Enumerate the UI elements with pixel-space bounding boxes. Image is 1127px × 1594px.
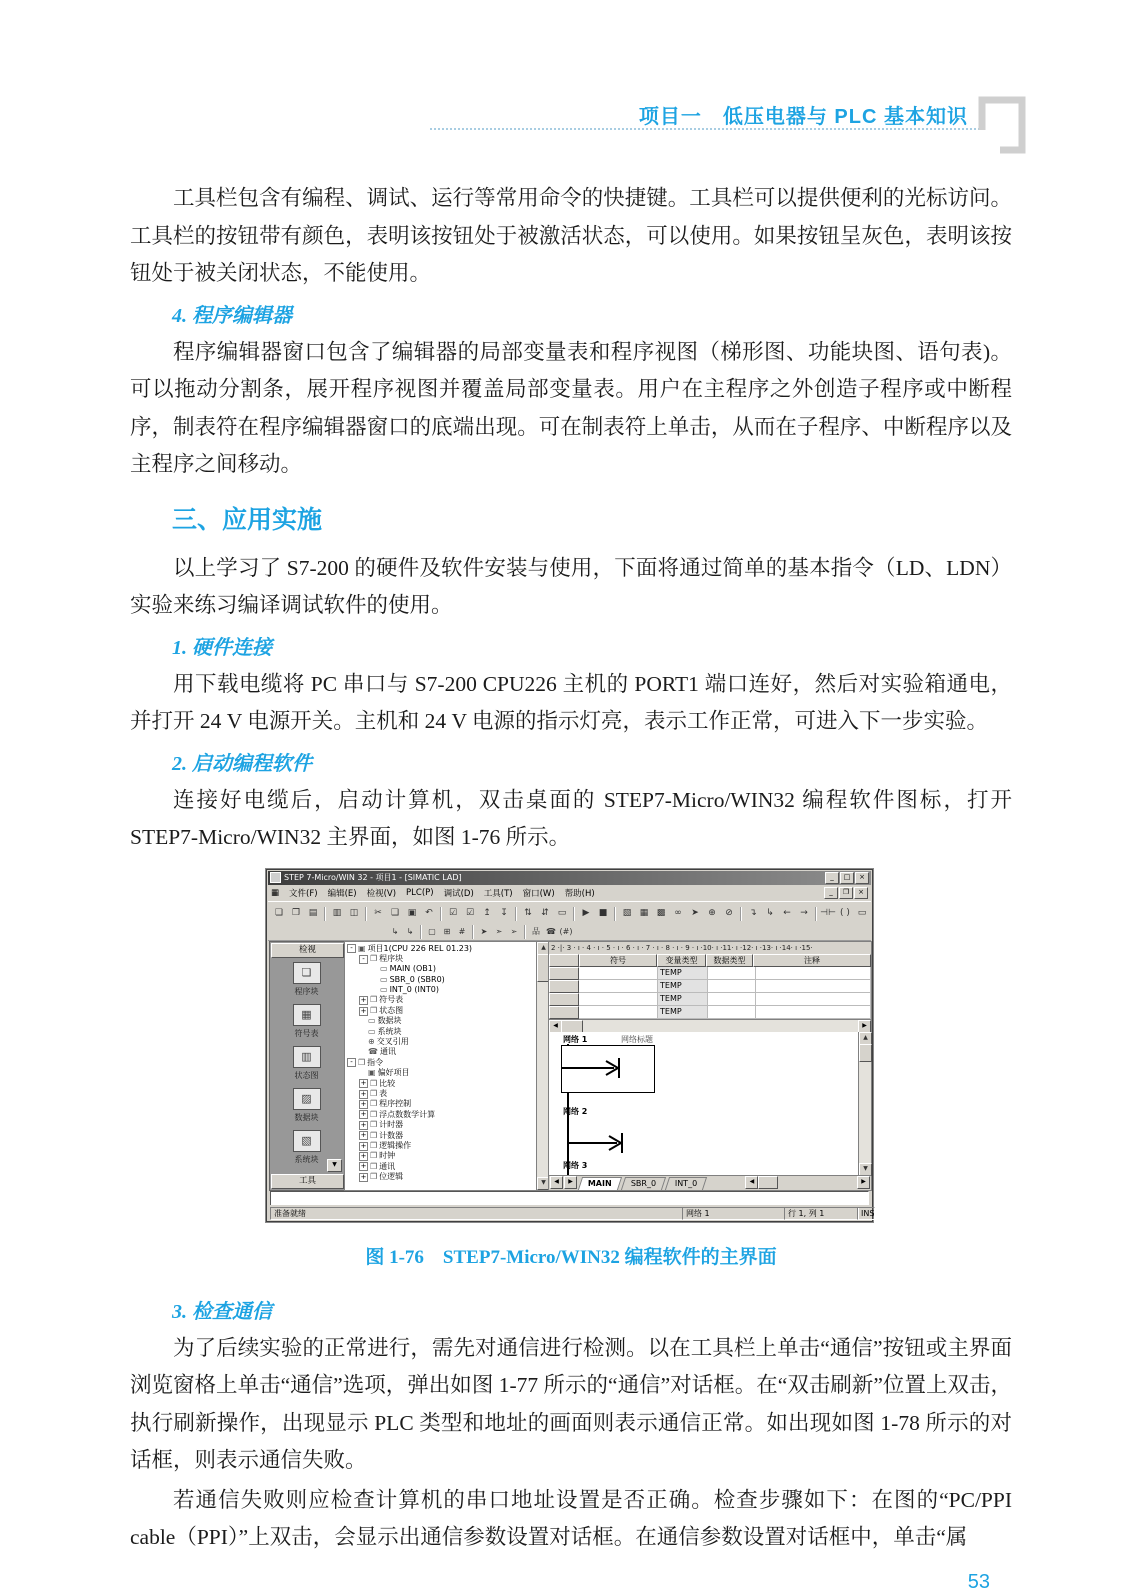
tree-item-program-control[interactable] [347, 1099, 535, 1109]
variable-row[interactable] [549, 1006, 871, 1019]
app-menubar [268, 886, 871, 900]
scroll-right-icon[interactable]: ▶ [858, 1020, 871, 1033]
tree-item-label: 数据块 [377, 1016, 402, 1026]
tab-label: SBR_0 [630, 1178, 656, 1188]
paragraph-hardware: 用下载电缆将 PC 串口与 S7-200 CPU226 主机的 PORT1 端口连好，然后对实验箱通电，并打开 24 V 电源开关。主机和 24 V 电源的指示灯亮，表示工作正常，可进入下一步实验。 [130, 671, 1012, 733]
main-toolbar [268, 901, 871, 927]
tree-item-label: 位逻辑 [379, 1172, 404, 1182]
status-chart-icon: ▥ [293, 1046, 321, 1068]
tree-expander-icon[interactable]: + [360, 1141, 367, 1150]
tree-expander-icon[interactable]: + [360, 1006, 367, 1015]
tree-item-label: 交叉引用 [376, 1037, 409, 1047]
tree-item-label: INT_0 (INT0) [389, 985, 439, 995]
tab-hscroll-left-icon[interactable]: ◀ [745, 1176, 758, 1189]
scroll-down-icon[interactable]: ▼ [859, 1163, 872, 1176]
menu-help[interactable]: 帮助(H) [564, 888, 595, 899]
scroll-down-icon[interactable]: ▼ [537, 1177, 550, 1190]
folder-icon: ❒ [370, 1172, 378, 1182]
run-icon[interactable]: ▶ [578, 906, 594, 921]
ladder-editor[interactable] [549, 1032, 871, 1176]
tree-item-label: 系统块 [377, 1026, 402, 1036]
table-view-icon[interactable]: ⊞ [440, 926, 454, 938]
tree-item-counters[interactable] [347, 1131, 535, 1141]
vartype-cell[interactable]: TEMP [658, 1006, 708, 1019]
close-button[interactable]: × [855, 872, 869, 884]
tools-button[interactable]: 工具 [271, 1174, 344, 1189]
paragraph-check-communication: 为了后续实验的正常进行，需先对通信进行检测。以在工具栏上单击“通信”按钮或主界面浏览窗格上单击“通信”选项，弹出如图 1-77 所示的“通信”对话框。在“双击刷新”位置上双击，执行刷新操作，出现显示 PLC 类型和地址的画面则表示通信正常。如出现如图 1-78 所示的对话框，则表示通信失败。 [130, 1335, 1012, 1472]
folder-icon: ❒ [358, 1057, 366, 1067]
block-icon: ▭ [368, 1016, 376, 1026]
vartype-cell[interactable]: TEMP [658, 980, 708, 993]
tree-expander-icon[interactable]: - [347, 944, 356, 953]
menu-debug[interactable]: 调试(D) [443, 888, 474, 899]
ladder-rung-arrow-icon [562, 1046, 642, 1090]
print-preview-icon[interactable]: ◫ [346, 906, 362, 921]
tree-item-label: 偏好项目 [377, 1068, 410, 1078]
paragraph-intro: 以上学习了 S7-200 的硬件及软件安装与使用，下面将通过简单的基本指令（LD、LDN）实验来练习编译调试软件的使用。 [130, 555, 1012, 617]
sort-ascending-icon[interactable]: ⇅ [520, 906, 536, 921]
folder-icon: ❒ [370, 1005, 378, 1015]
communication-icon: ☎ [368, 1047, 378, 1057]
heading-check-communication: 3. 检查通信 [172, 1300, 272, 1323]
undo-icon[interactable]: ↶ [421, 906, 437, 921]
tree-item-label: 计时器 [379, 1120, 404, 1130]
paragraph-toolbar: 工具栏包含有编程、调试、运行等常用命令的快捷键。工具栏可以提供便利的光标访问。工具栏的按钮带有颜色，表明该按钮处于被激活状态，可以使用。如果按钮呈灰色，表明该按钮处于被关闭状态，不能使用。 [130, 186, 1012, 285]
heading-start-software: 2. 启动编程软件 [172, 752, 312, 775]
program-status-icon[interactable]: ▧ [619, 906, 635, 921]
app-titlebar[interactable] [268, 871, 871, 885]
scroll-up-icon[interactable]: ▲ [537, 942, 550, 955]
mdi-close-button[interactable]: × [854, 887, 868, 899]
status-row-col: 行 1, 列 1 [784, 1207, 859, 1220]
tree-expander-icon[interactable]: + [360, 1162, 367, 1171]
rung-selection-box[interactable] [561, 1045, 655, 1093]
tree-item-label: 状态图 [379, 1005, 404, 1015]
variable-row[interactable] [549, 980, 871, 993]
tree-item-label: 项目1(CPU 226 REL 01.23) [367, 943, 473, 953]
tree-item-logic-ops[interactable] [347, 1141, 535, 1151]
block-icon: ▭ [368, 1026, 376, 1036]
tree-item-label: 符号表 [379, 995, 404, 1005]
mdi-document-icon[interactable]: ▦ [271, 887, 280, 898]
nav-label: 符号表 [294, 1028, 319, 1038]
save-icon[interactable]: ▤ [305, 906, 321, 921]
tree-item-label: 计数器 [379, 1130, 404, 1140]
network2-label: 网络 2 [563, 1106, 588, 1116]
compile-icon[interactable]: ☑ [445, 906, 461, 921]
arrow-left-icon[interactable]: ← [779, 906, 795, 921]
tree-item-label: 表 [379, 1088, 388, 1098]
scroll-up-icon[interactable]: ▲ [859, 1032, 872, 1045]
folder-icon: ❒ [370, 1120, 378, 1130]
nav-label: 数据块 [294, 1112, 319, 1122]
secondary-toolbar [268, 925, 871, 941]
tab-main[interactable] [578, 1177, 622, 1190]
nav-item-status-chart[interactable] [270, 1046, 343, 1081]
tree-item-comm[interactable] [347, 1162, 535, 1172]
tree-expander-icon[interactable]: + [360, 1152, 367, 1160]
block-icon: ▭ [380, 964, 388, 974]
print-icon[interactable]: ▥ [329, 906, 345, 921]
section-heading-application: 三、应用实施 [172, 505, 323, 534]
contact-tool-icon[interactable]: ➣ [492, 926, 506, 938]
column-datatype[interactable]: 数据类型 [706, 954, 753, 967]
tree-item-data-block[interactable] [347, 1016, 535, 1026]
force-icon[interactable]: ⊕ [704, 906, 720, 921]
tree-item-bit-logic[interactable] [347, 1172, 535, 1182]
folder-icon: ❒ [370, 1140, 378, 1150]
program-block-icon: ❏ [293, 962, 321, 984]
tree-item-project[interactable] [347, 944, 535, 954]
paragraph-start-software: 连接好电缆后，启动计算机，双击桌面的 STEP7-Micro/WIN32 编程软件图标，打开 STEP7-Micro/WIN32 主界面，如图 1-76 所示。 [130, 787, 1012, 849]
minimize-button[interactable]: _ [825, 872, 839, 884]
box-tool-icon[interactable]: 品 [529, 926, 543, 938]
browse-pane [269, 941, 346, 1191]
network1-title[interactable]: 网络标题 [621, 1034, 653, 1044]
tree-item-instructions[interactable] [347, 1058, 535, 1068]
editor-scrollbar[interactable] [858, 1032, 871, 1176]
tree-item-clock[interactable] [347, 1151, 535, 1161]
arrow-right-icon[interactable]: → [796, 906, 812, 921]
scroll-left-icon[interactable]: ◀ [549, 1020, 562, 1033]
goto-branch-icon[interactable]: ↳ [762, 906, 778, 921]
variable-row[interactable] [549, 967, 871, 980]
tree-item-table[interactable] [347, 1089, 535, 1099]
block-icon: ▭ [380, 985, 388, 995]
folder-icon: ❒ [370, 1088, 378, 1098]
tab-scroll-left-icon[interactable]: ◀ [550, 1176, 563, 1189]
tree-expander-icon[interactable]: + [360, 996, 367, 1005]
folder-icon: ❒ [370, 1130, 378, 1140]
tree-item-float-math[interactable] [347, 1110, 535, 1120]
vartype-cell[interactable]: TEMP [658, 993, 708, 1006]
heading-hardware-connect: 1. 硬件连接 [172, 636, 272, 659]
column-comment[interactable]: 注释 [753, 954, 871, 967]
menu-tools[interactable]: 工具(T) [483, 888, 513, 899]
tree-item-main[interactable] [347, 964, 535, 974]
tree-item-label: SBR_0 (SBR0) [389, 974, 445, 984]
pointer-icon[interactable]: ➤ [687, 906, 703, 921]
view-toggle-icon[interactable]: ▢ [425, 926, 439, 938]
tree-item-label: 逻辑操作 [379, 1140, 412, 1150]
network1-label: 网络 1 [563, 1034, 588, 1044]
tree-item-int0[interactable] [347, 985, 535, 995]
upload-icon[interactable]: ↥ [479, 906, 495, 921]
tree-item-sbr0[interactable] [347, 975, 535, 985]
mdi-minimize-button[interactable]: _ [824, 887, 838, 899]
tree-expander-icon[interactable]: - [347, 1058, 356, 1067]
system-block-icon: ▧ [293, 1130, 321, 1152]
coil-insert-icon[interactable]: ( ) [837, 906, 853, 921]
tree-item-compare[interactable] [347, 1079, 535, 1089]
mdi-restore-button[interactable]: ❐ [839, 887, 853, 899]
grid-view-icon[interactable]: # [455, 926, 469, 938]
tree-expander-icon[interactable]: + [360, 1131, 367, 1140]
chart-status-icon[interactable]: ▦ [636, 906, 652, 921]
mdi-buttons [824, 887, 868, 899]
menu-edit[interactable]: 编辑(E) [327, 888, 357, 899]
tree-item-status-chart[interactable] [347, 1006, 535, 1016]
stop-icon[interactable]: ■ [595, 906, 611, 921]
paragraph-program-editor: 程序编辑器窗口包含了编辑器的局部变量表和程序视图（梯形图、功能块图、语句表)。可以拖动分割条，展开程序视图并覆盖局部变量表。用户在主程序之外创造子程序或中断程序，制表符在程序编辑器窗口的底端出现。可在制表符上单击，从而在子程序、中断程序以及主程序之间移动。 [130, 339, 1012, 476]
tree-expander-icon[interactable]: + [360, 1172, 367, 1181]
instruction-input-bar[interactable] [270, 1191, 869, 1206]
open-icon[interactable]: ❐ [288, 906, 304, 921]
tree-item-system-block[interactable] [347, 1027, 535, 1037]
page-header [130, 98, 1012, 138]
copy-icon[interactable]: ❑ [387, 906, 403, 921]
ladder-rung-arrow-icon [567, 1128, 647, 1158]
comm-tool-icon[interactable]: ☎ [544, 926, 558, 938]
scrollbar-thumb[interactable] [859, 1044, 872, 1062]
nav-item-symbol-table[interactable] [270, 1004, 343, 1039]
app-title: STEP 7-Micro/WIN 32 - 项目1 - [SIMATIC LAD] [284, 873, 462, 882]
page-number: 53 [967, 1570, 990, 1593]
menu-plc[interactable]: PLC(P) [406, 887, 434, 898]
folder-icon: ❒ [370, 1078, 378, 1088]
table-horizontal-scrollbar[interactable] [549, 1019, 871, 1033]
status-network: 网络 1 [682, 1207, 785, 1220]
tree-item-favorites[interactable] [347, 1068, 535, 1078]
tree-expander-icon[interactable]: - [359, 955, 368, 964]
tree-item-program-block[interactable] [347, 954, 535, 964]
network3-label: 网络 3 [563, 1160, 588, 1170]
tree-item-label: 指令 [367, 1057, 384, 1067]
project-tree-pane [344, 941, 550, 1191]
folder-icon: ❒ [370, 1161, 378, 1171]
variable-table-header [549, 954, 871, 967]
folder-icon: ❒ [370, 1109, 378, 1119]
options-icon[interactable]: ▭ [554, 906, 570, 921]
chapter-title: 项目一 低压电器与 PLC 基本知识 [638, 106, 968, 128]
cross-reference-icon: ⊕ [368, 1037, 375, 1047]
symbol-table-icon: ▦ [293, 1004, 321, 1026]
project-icon: ▣ [358, 943, 366, 953]
tree-item-cross-reference[interactable] [347, 1037, 535, 1047]
cut-icon[interactable]: ✂ [370, 906, 386, 921]
tab-scroll-right-icon[interactable]: ▶ [564, 1176, 577, 1189]
select-tool-icon[interactable]: ➤ [477, 926, 491, 938]
nav-label: 系统块 [294, 1154, 319, 1164]
menu-file[interactable]: 文件(F) [289, 888, 318, 899]
folder-icon: ❒ [370, 1151, 378, 1161]
folder-icon: ❒ [370, 995, 378, 1005]
paste-icon[interactable]: ▣ [404, 906, 420, 921]
tree-item-symbol-table[interactable] [347, 995, 535, 1005]
page-content [130, 98, 1012, 1594]
local-variable-table [549, 954, 871, 1019]
window-buttons [825, 872, 869, 884]
tree-item-label: 通讯 [379, 1047, 396, 1057]
coil-tool-icon[interactable]: ➢ [507, 926, 521, 938]
tree-item-communication[interactable] [347, 1047, 535, 1057]
compile-all-icon[interactable]: ☑ [462, 906, 478, 921]
nav-item-program-block[interactable] [270, 962, 343, 997]
vartype-cell[interactable]: TEMP [658, 967, 708, 980]
box-insert-icon[interactable]: ▭ [854, 906, 870, 921]
program-tabs [549, 1175, 871, 1190]
sort-descending-icon[interactable]: ⇵ [537, 906, 553, 921]
download-icon[interactable]: ↧ [496, 906, 512, 921]
paragraph-communication-fail: 若通信失败则应检查计算机的串口地址设置是否正确。检查步骤如下：在图的“PC/PPI cable（PPI）”上双击，会显示出通信参数设置对话框。在通信参数设置对话框中，单击“属 [130, 1487, 1012, 1549]
column-symbol[interactable]: 符号 [579, 954, 657, 967]
trend-status-icon[interactable]: ▩ [653, 906, 669, 921]
tree-item-label: 程序块 [379, 953, 404, 963]
header-dotted-rule [430, 128, 984, 130]
unforce-icon[interactable]: ⊘ [721, 906, 737, 921]
menu-view[interactable]: 检视(V) [366, 888, 397, 899]
glasses-icon[interactable]: ∞ [670, 906, 686, 921]
folder-icon: ❒ [370, 953, 378, 963]
tab-sbr0[interactable] [621, 1177, 666, 1190]
figure-caption: 图 1-76 STEP7-Micro/WIN32 编程软件的主界面 [365, 1246, 777, 1268]
editor-pane [548, 941, 872, 1191]
tree-item-label: 比较 [379, 1078, 396, 1088]
tab-label: INT_0 [674, 1178, 698, 1188]
variable-row[interactable] [549, 993, 871, 1006]
ruler: 2 ·|· 3 · ı · 4 · ı · 5 · ı · 6 · ı · 7 · ı · 8 · ı · 9 · ı ·10· ı ·11· ı ·12· ı ·13· ı ·14· ı ·15· [549, 942, 871, 955]
tab-int0[interactable] [665, 1177, 708, 1190]
tree-expander-icon[interactable]: + [360, 1079, 367, 1088]
tree-item-label: 程序控制 [379, 1099, 412, 1109]
menu-window[interactable]: 窗口(W) [522, 888, 555, 899]
tree-expander-icon[interactable]: + [360, 1100, 367, 1109]
status-ins-mode: INS [857, 1207, 875, 1220]
step7-app-window [266, 869, 873, 1222]
nav-label: 程序块 [294, 986, 319, 996]
tree-item-label: 浮点数数学计算 [379, 1109, 436, 1119]
tree-item-label: MAIN (OB1) [389, 964, 436, 974]
new-icon[interactable]: ❏ [271, 906, 287, 921]
tree-expander-icon[interactable]: + [360, 1120, 367, 1129]
scrollbar-thumb[interactable] [758, 1176, 778, 1189]
column-vartype[interactable]: 变量类型 [657, 954, 706, 967]
corner-bracket-icon [978, 94, 1030, 156]
network-nav2-icon[interactable]: ↳ [403, 926, 417, 938]
maximize-button[interactable]: □ [840, 872, 854, 884]
block-icon: ▭ [380, 974, 388, 984]
tree-expander-icon[interactable]: + [360, 1110, 367, 1119]
goto-down-icon[interactable]: ↴ [745, 906, 761, 921]
tree-expander-icon[interactable]: + [360, 1089, 367, 1098]
status-ready: 准备就绪 [270, 1207, 683, 1220]
tab-hscroll-right-icon[interactable]: ▶ [857, 1176, 870, 1189]
app-icon [270, 872, 281, 883]
data-block-icon: ▨ [293, 1088, 321, 1110]
browse-header-button[interactable]: 检视 [271, 943, 344, 958]
nav-label: 状态图 [294, 1070, 319, 1080]
nav-scroll-down-button[interactable]: ▼ [327, 1159, 342, 1172]
heading-program-editor: 4. 程序编辑器 [172, 304, 292, 327]
network-nav-icon[interactable]: ↳ [388, 926, 402, 938]
app-statusbar [268, 1205, 875, 1220]
folder-icon: ❒ [370, 1099, 378, 1109]
favorites-icon: ▣ [368, 1068, 376, 1078]
address-tool-icon[interactable]: (#) [559, 927, 573, 936]
tree-item-label: 时钟 [379, 1151, 396, 1161]
tab-label: MAIN [587, 1178, 612, 1188]
contact-insert-icon[interactable]: ⊣⊢ [820, 906, 836, 921]
tree-item-timers[interactable] [347, 1120, 535, 1130]
tree-item-label: 通讯 [379, 1161, 396, 1171]
nav-item-data-block[interactable] [270, 1088, 343, 1123]
